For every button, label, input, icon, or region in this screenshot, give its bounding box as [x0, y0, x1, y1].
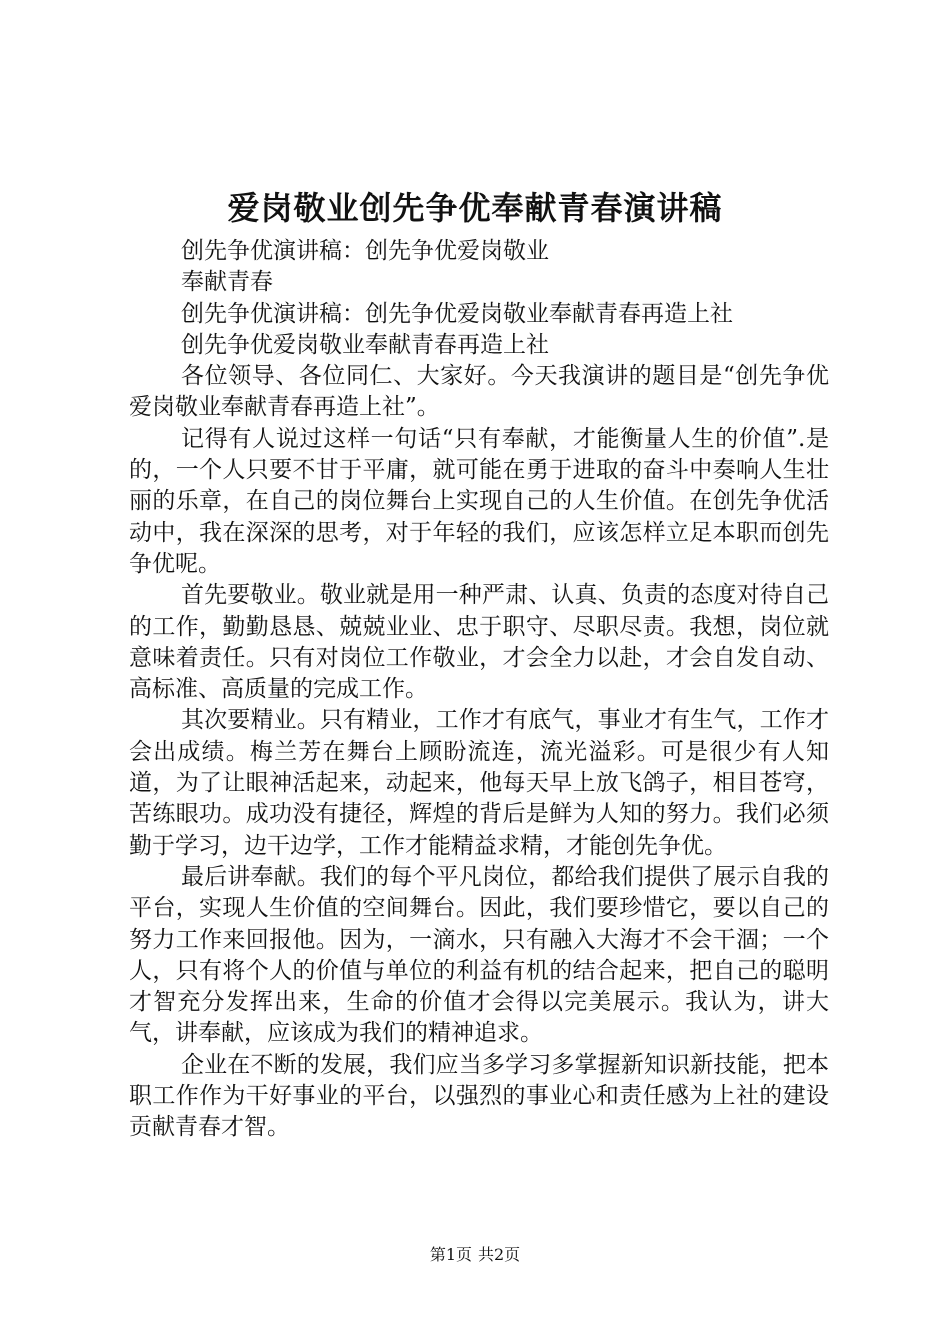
- paragraph-contribution: 最后讲奉献。我们的每个平凡岗位，都给我们提供了展示自我的平台，实现人生价值的空间舞台。因此，我们要珍惜它，要以自己的努力工作来回报他。因为，一滴水，只有融入大海才不会干涸；一个人，只有将个人的价值与单位的利益有机的结合起来，把自己的聪明才智充分发挥出来，生命的价值才会得以完美展示。我认为，讲大气，讲奉献，应该成为我们的精神追求。: [129, 863, 829, 1047]
- intro-line-2: 奉献青春: [181, 269, 273, 296]
- intro-line-3: 创先争优演讲稿：创先争优爱岗敬业奉献青春再造上社: [181, 300, 733, 327]
- paragraph-greeting: 各位领导、各位同仁、大家好。今天我演讲的题目是“创先争优爱岗敬业奉献青春再造上社”。: [129, 363, 829, 421]
- paragraph-expertise: 其次要精业。只有精业，工作才有底气，事业才有生气，工作才会出成绩。梅兰芳在舞台上顾盼流连，流光溢彩。可是很少有人知道，为了让眼神活起来，动起来，他每天早上放飞鸽子，相目苍穹，苦练眼功。成功没有捷径，辉煌的背后是鲜为人知的努力。我们必须勤于学习，边干边学，工作才能精益求精，才能创先争优。: [129, 707, 829, 859]
- intro-line-1: 创先争优演讲稿：创先争优爱岗敬业: [181, 238, 549, 264]
- intro-line-4: 创先争优爱岗敬业奉献青春再造上社: [181, 331, 549, 358]
- page-number-total: 共2页: [478, 1245, 521, 1264]
- paragraph-quote: 记得有人说过这样一句话“只有奉献，才能衡量人生的价值”.是的，一个人只要不甘于平庸，就可能在勇于进取的奋斗中奏响人生壮丽的乐章，在自己的岗位舞台上实现自己的人生价值。在创先争优活动中，我在深深的思考，对于年轻的我们，应该怎样立足本职而创先争优呢。: [129, 425, 829, 577]
- document-body: [129, 236, 829, 1144]
- paragraph-dedication: 首先要敬业。敬业就是用一种严肃、认真、负责的态度对待自己的工作，勤勤恳恳、兢兢业业、忠于职守、尽职尽责。我想，岗位就意味着责任。只有对岗位工作敬业，才会全力以赴，才会自发自动、高标准、高质量的完成工作。: [129, 582, 829, 703]
- document-title: 爱岗敬业创先争优奉献青春演讲稿: [227, 189, 723, 227]
- page-footer: [0, 1244, 950, 1266]
- paragraph-closing: 企业在不断的发展，我们应当多学习多掌握新知识新技能，把本职工作作为干好事业的平台，以强烈的事业心和责任感为上社的建设贡献青春才智。: [129, 1051, 829, 1141]
- page-number-current: 第1页: [429, 1245, 472, 1264]
